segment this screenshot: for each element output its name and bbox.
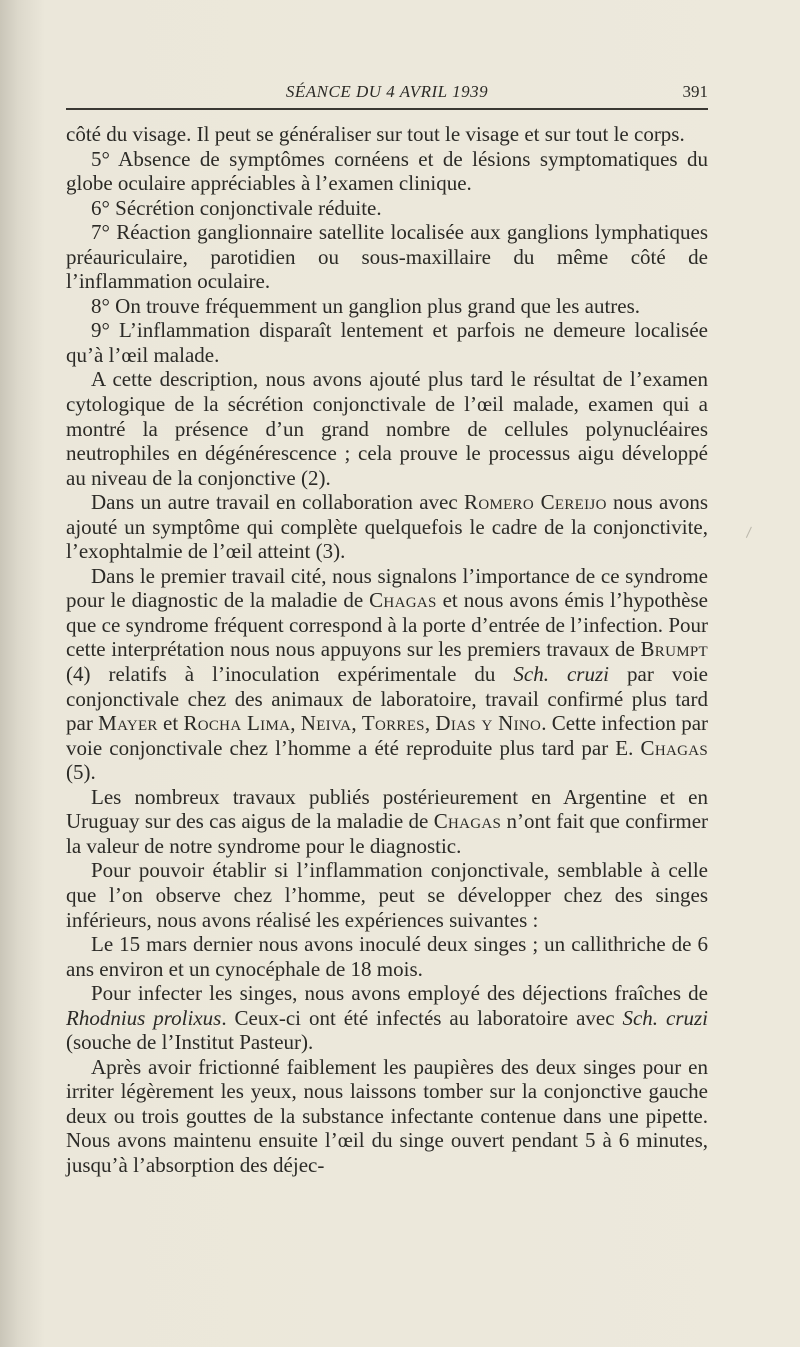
text-segment: 6° Sécrétion conjonctivale réduite.	[91, 195, 382, 220]
running-head: SÉANCE DU 4 AVRIL 1939	[285, 82, 489, 101]
text-segment: nous avons ajouté un symptôme qui complète quelquefois le cadre de la conjonctivite, l’exophtalmie de l’œil atteint (3).	[66, 490, 709, 564]
header-rule	[66, 108, 708, 110]
author-name: Chagas	[369, 588, 437, 613]
author-name: Mayer	[98, 711, 158, 736]
text-segment: Dans un autre travail en collaboration avec	[91, 490, 465, 515]
author-name: Chagas	[433, 809, 502, 834]
paragraph	[66, 196, 708, 221]
author-name: Neiva	[300, 711, 352, 736]
text-segment: . Cette infection par voie conjonctivale chez l’homme a été reproduite plus tard par E.	[66, 711, 709, 760]
paragraph	[66, 122, 708, 147]
italic-text: Sch. cruzi	[622, 1005, 709, 1030]
author-name: Chagas	[640, 735, 708, 760]
italic-text: Sch. cruzi	[513, 662, 609, 687]
paragraph	[66, 490, 708, 564]
text-segment: n’ont fait que confirmer la valeur de notre syndrome pour le diagnostic.	[66, 809, 709, 858]
page-header	[66, 82, 708, 106]
paragraph	[66, 294, 708, 319]
paragraph	[66, 932, 708, 981]
author-name: Romero Cereijo	[464, 490, 607, 515]
text-segment: ,	[424, 711, 436, 736]
text-segment: . Ceux-ci ont été infectés au laboratoire avec	[221, 1005, 623, 1030]
italic-text: Rhodnius prolixus	[66, 1005, 222, 1030]
text-segment: ,	[290, 711, 301, 736]
paragraph	[66, 564, 708, 785]
paragraph	[66, 318, 708, 367]
paragraph	[66, 981, 708, 1055]
paragraph	[66, 858, 708, 932]
author-name: Brumpt	[640, 637, 708, 662]
author-name: Rocha Lima	[183, 711, 291, 736]
text-segment: 9° L’inflammation disparaît lentement et parfois ne demeure localisée qu’à l’œil malade.	[66, 318, 708, 367]
text-segment: Pour pouvoir établir si l’inflammation conjonctivale, semblable à celle que l’on observe chez l’homme, peut se développer chez des singes inférieurs, nous avons réalisé les expériences suivantes :	[66, 858, 708, 932]
text-segment: Le 15 mars dernier nous avons inoculé deux singes ; un callithriche de 6 ans environ et un cynocéphale de 18 mois.	[66, 932, 708, 981]
text-segment: Pour infecter les singes, nous avons employé des déjections fraîches de	[91, 981, 708, 1006]
text-segment: Après avoir frictionné faiblement les paupières des deux singes pour en irriter légèrement les yeux, nous laissons tomber sur la conjonctive gauche deux ou trois gouttes de la substance infectante contenue dans une pipette. Nous avons maintenu ensuite l’œil du singe ouvert pendant 5 à 6 minutes, jusqu’à l’absorption des déjec-	[66, 1054, 708, 1177]
author-name: Dias y Nino	[435, 711, 542, 736]
paragraph	[66, 1055, 708, 1178]
paragraph	[66, 785, 708, 859]
text-segment: (5).	[66, 760, 96, 785]
text-segment: A cette description, nous avons ajouté plus tard le résultat de l’examen cytologique de la sécrétion conjonctivale de l’œil malade, examen qui a montré la présence d’un grand nombre de cellules polynucléaires neutrophiles en dégénérescence ; cela prouve le processus aigu développé au niveau de la conjonctive (2).	[66, 367, 708, 490]
paragraph	[66, 147, 708, 196]
text-segment: 7° Réaction ganglionnaire satellite localisée aux ganglions lymphatiques préauriculaire, parotidien ou sous-maxillaire du même côté de l’inflammation oculaire.	[66, 220, 708, 294]
text-segment: Dans le premier travail cité, nous signalons l’importance de ce syndrome pour le diagnostic de la maladie de	[66, 563, 708, 613]
text-segment: (souche de l’Institut Pasteur).	[66, 1030, 314, 1055]
text-segment: côté du visage. Il peut se généraliser sur tout le visage et sur tout le corps.	[66, 122, 685, 146]
text-segment: et nous avons émis l’hypothèse que ce syndrome fréquent correspond à la porte d’entrée de l’infection. Pour cette interprétation nous nous appuyons sur les premiers travaux de	[66, 588, 708, 662]
author-name: Torres	[361, 711, 425, 736]
text-segment: 5° Absence de symptômes cornéens et de lésions symptomatiques du globe oculaire appréciables à l’examen clinique.	[66, 146, 708, 196]
text-segment: et	[157, 711, 184, 736]
text-segment: 8° On trouve fréquemment un ganglion plus grand que les autres.	[91, 293, 641, 318]
paragraph	[66, 367, 708, 490]
page-number: 391	[682, 82, 708, 101]
body-text	[66, 122, 708, 1178]
paragraph	[66, 220, 708, 294]
text-segment: (4) relatifs à l’inoculation expérimentale du	[66, 662, 514, 687]
text-segment: par voie conjonctivale chez des animaux de laboratoire, travail confirmé plus tard par	[66, 662, 708, 736]
text-segment: Les nombreux travaux publiés postérieurement en Argentine et en Uruguay sur des cas aigus de la maladie de	[66, 784, 708, 834]
text-segment: ,	[351, 711, 362, 736]
